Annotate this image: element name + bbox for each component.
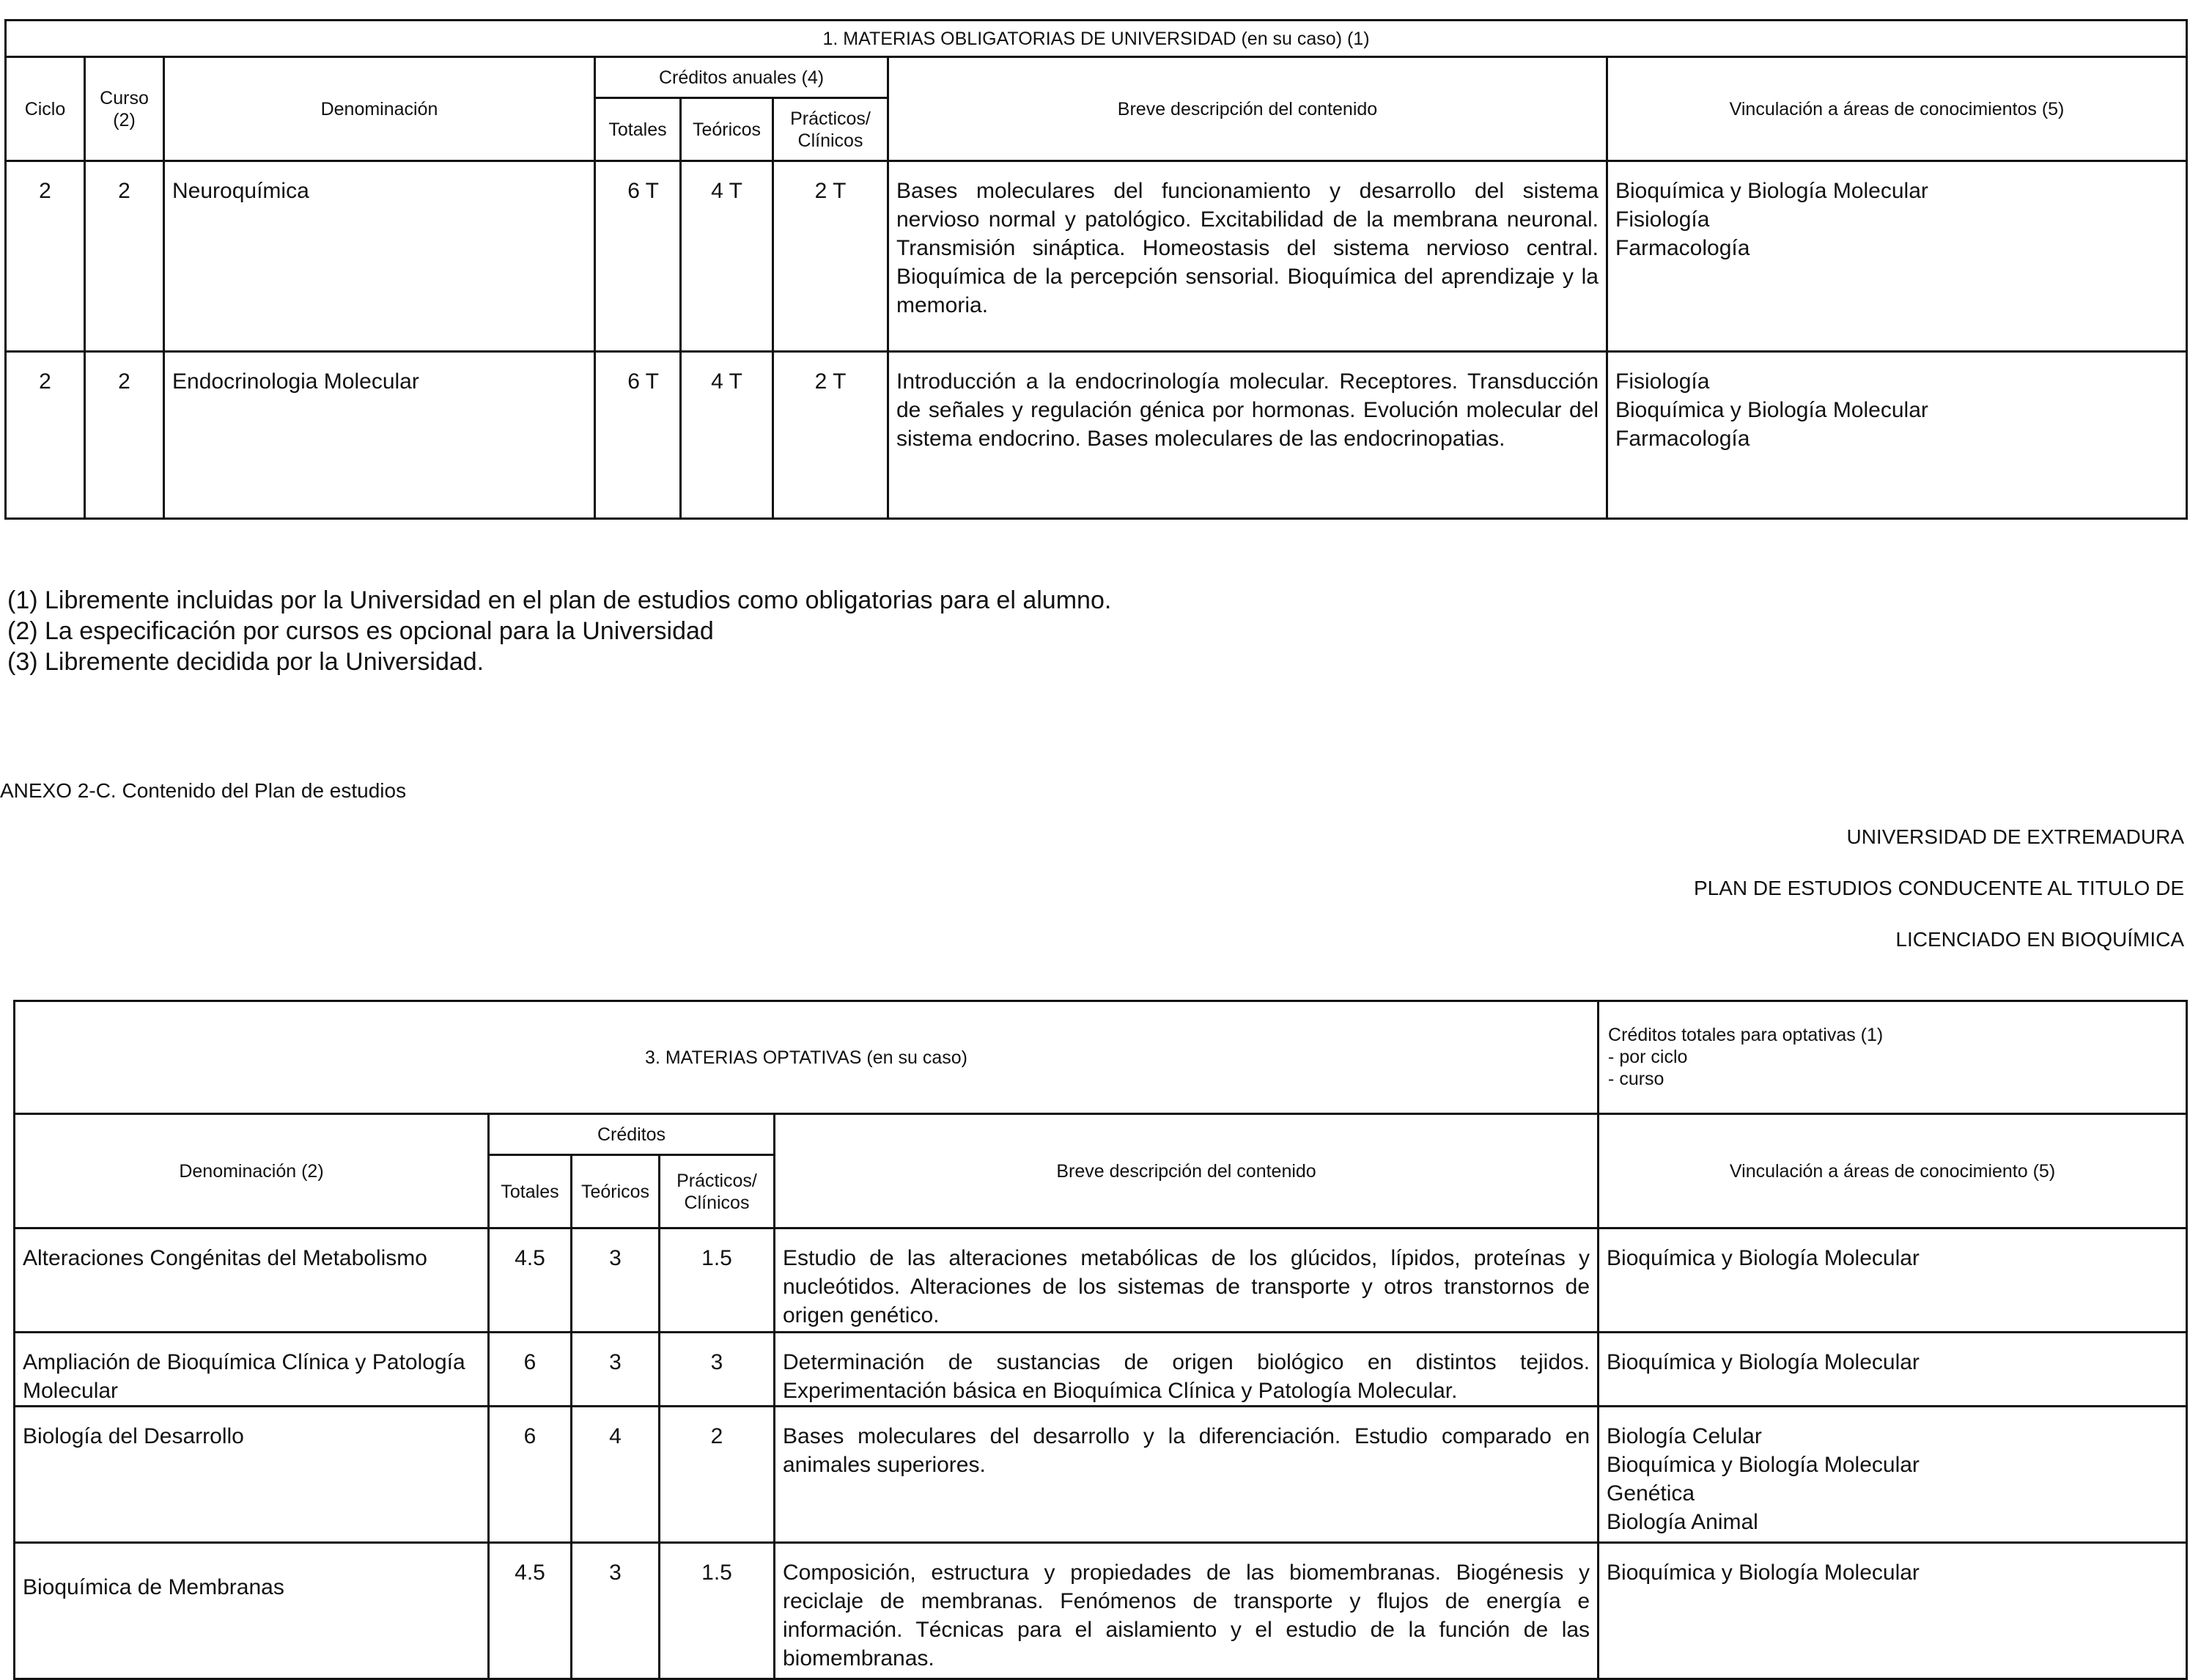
- cell-denominacion: Alteraciones Congénitas del Metabolismo: [15, 1228, 489, 1333]
- cell-practicos: 1.5: [660, 1543, 775, 1679]
- header-teoricos: Teóricos: [572, 1155, 660, 1228]
- cell-descripcion: Determinación de sustancias de origen biológico en distintos tejidos. Experimentación básica en Bioquímica Clínica y Patología Molecular.: [775, 1333, 1599, 1407]
- cell-totales: 6 T: [595, 352, 681, 519]
- cell-totales: 4.5: [489, 1543, 572, 1679]
- cell-vinculacion: Fisiología Bioquímica y Biología Molecular Farmacología: [1607, 352, 2187, 519]
- table2-title: 3. MATERIAS OPTATIVAS (en su caso): [15, 1001, 1599, 1114]
- cell-practicos: 2 T: [773, 161, 888, 352]
- footnote: (2) La especificación por cursos es opcional para la Universidad: [7, 617, 714, 645]
- footnote: (1) Libremente incluidas por la Universidad en el plan de estudios como obligatorias para el alumno.: [7, 586, 1112, 614]
- footnote: (3) Libremente decidida por la Universidad.: [7, 648, 484, 676]
- cell-vinculacion: Bioquímica y Biología Molecular: [1599, 1333, 2187, 1407]
- optional-credits-note: Créditos totales para optativas (1) - por ciclo - curso: [1599, 1001, 2187, 1114]
- footnotes: [7, 585, 1111, 677]
- compulsory-subjects-table: [4, 19, 2188, 520]
- table-row: [15, 1333, 2187, 1407]
- header-creditos: Créditos: [489, 1114, 775, 1155]
- cell-practicos: 2 T: [773, 352, 888, 519]
- cell-vinculacion: Biología Celular Bioquímica y Biología Molecular Genética Biología Animal: [1599, 1407, 2187, 1543]
- cell-teoricos: 3: [572, 1228, 660, 1333]
- cell-denominacion: Endocrinologia Molecular: [164, 352, 595, 519]
- header-practicos: Prácticos/ Clínicos: [773, 98, 888, 161]
- header-vinculacion: Vinculación a áreas de conocimientos (5): [1607, 57, 2187, 161]
- cell-descripcion: Introducción a la endocrinología molecular. Receptores. Transducción de señales y regulación génica por hormonas. Evolución molecular del sistema endocrino. Bases moleculares de las endocrinopatias.: [888, 352, 1607, 519]
- header-denominacion: Denominación (2): [15, 1114, 489, 1228]
- table1-title: 1. MATERIAS OBLIGATORIAS DE UNIVERSIDAD (en su caso) (1): [6, 21, 2187, 57]
- cell-teoricos: 4 T: [681, 352, 773, 519]
- optional-subjects-table: [13, 1000, 2188, 1680]
- cell-teoricos: 3: [572, 1333, 660, 1407]
- plan-title: PLAN DE ESTUDIOS CONDUCENTE AL TITULO DE: [1693, 877, 2184, 899]
- cell-teoricos: 3: [572, 1543, 660, 1679]
- cell-curso: 2: [85, 352, 164, 519]
- cell-teoricos: 4 T: [681, 161, 773, 352]
- annex-label: ANEXO 2-C. Contenido del Plan de estudios: [0, 779, 407, 802]
- header-denominacion: Denominación: [164, 57, 595, 161]
- header-practicos: Prácticos/ Clínicos: [660, 1155, 775, 1228]
- cell-descripcion: Estudio de las alteraciones metabólicas de los glúcidos, lípidos, proteínas y nucleótidos. Alteraciones de los sistemas de transporte y otros transtornos de origen genético.: [775, 1228, 1599, 1333]
- cell-descripcion: Composición, estructura y propiedades de las biomembranas. Biogénesis y reciclaje de membranas. Fenómenos de transporte y flujos de energía e información. Técnicas para el aislamiento y el estudio de la función de las biomembranas.: [775, 1543, 1599, 1679]
- header-totales: Totales: [595, 98, 681, 161]
- cell-totales: 4.5: [489, 1228, 572, 1333]
- table-row: [15, 1543, 2187, 1679]
- cell-denominacion: Biología del Desarrollo: [15, 1407, 489, 1543]
- cell-ciclo: 2: [6, 352, 85, 519]
- table-row: [6, 161, 2187, 352]
- table-row: [15, 1228, 2187, 1333]
- university-name: UNIVERSIDAD DE EXTREMADURA: [1846, 825, 2184, 848]
- cell-vinculacion: Bioquímica y Biología Molecular Fisiología Farmacología: [1607, 161, 2187, 352]
- cell-denominacion: Bioquímica de Membranas: [15, 1543, 489, 1679]
- cell-vinculacion: Bioquímica y Biología Molecular: [1599, 1228, 2187, 1333]
- cell-totales: 6: [489, 1407, 572, 1543]
- table-row: [15, 1407, 2187, 1543]
- header-curso: Curso (2): [85, 57, 164, 161]
- header-creditos: Créditos anuales (4): [595, 57, 888, 98]
- header-vinculacion: Vinculación a áreas de conocimiento (5): [1599, 1114, 2187, 1228]
- cell-totales: 6: [489, 1333, 572, 1407]
- cell-denominacion: Ampliación de Bioquímica Clínica y Patología Molecular: [15, 1333, 489, 1407]
- cell-denominacion: Neuroquímica: [164, 161, 595, 352]
- cell-practicos: 1.5: [660, 1228, 775, 1333]
- cell-practicos: 3: [660, 1333, 775, 1407]
- cell-totales: 6 T: [595, 161, 681, 352]
- cell-descripcion: Bases moleculares del desarrollo y la diferenciación. Estudio comparado en animales superiores.: [775, 1407, 1599, 1543]
- cell-curso: 2: [85, 161, 164, 352]
- table-row: [6, 352, 2187, 519]
- header-descripcion: Breve descripción del contenido: [775, 1114, 1599, 1228]
- cell-descripcion: Bases moleculares del funcionamiento y desarrollo del sistema nervioso normal y patológico. Excitabilidad de la membrana neuronal. Transmisión sináptica. Homeostasis del sistema nervioso central. Bioquímica de la percepción sensorial. Bioquímica del aprendizaje y la memoria.: [888, 161, 1607, 352]
- cell-teoricos: 4: [572, 1407, 660, 1543]
- cell-practicos: 2: [660, 1407, 775, 1543]
- header-descripcion: Breve descripción del contenido: [888, 57, 1607, 161]
- cell-vinculacion: Bioquímica y Biología Molecular: [1599, 1543, 2187, 1679]
- degree-title: LICENCIADO EN BIOQUÍMICA: [1895, 928, 2184, 951]
- header-ciclo: Ciclo: [6, 57, 85, 161]
- header-totales: Totales: [489, 1155, 572, 1228]
- header-teoricos: Teóricos: [681, 98, 773, 161]
- cell-ciclo: 2: [6, 161, 85, 352]
